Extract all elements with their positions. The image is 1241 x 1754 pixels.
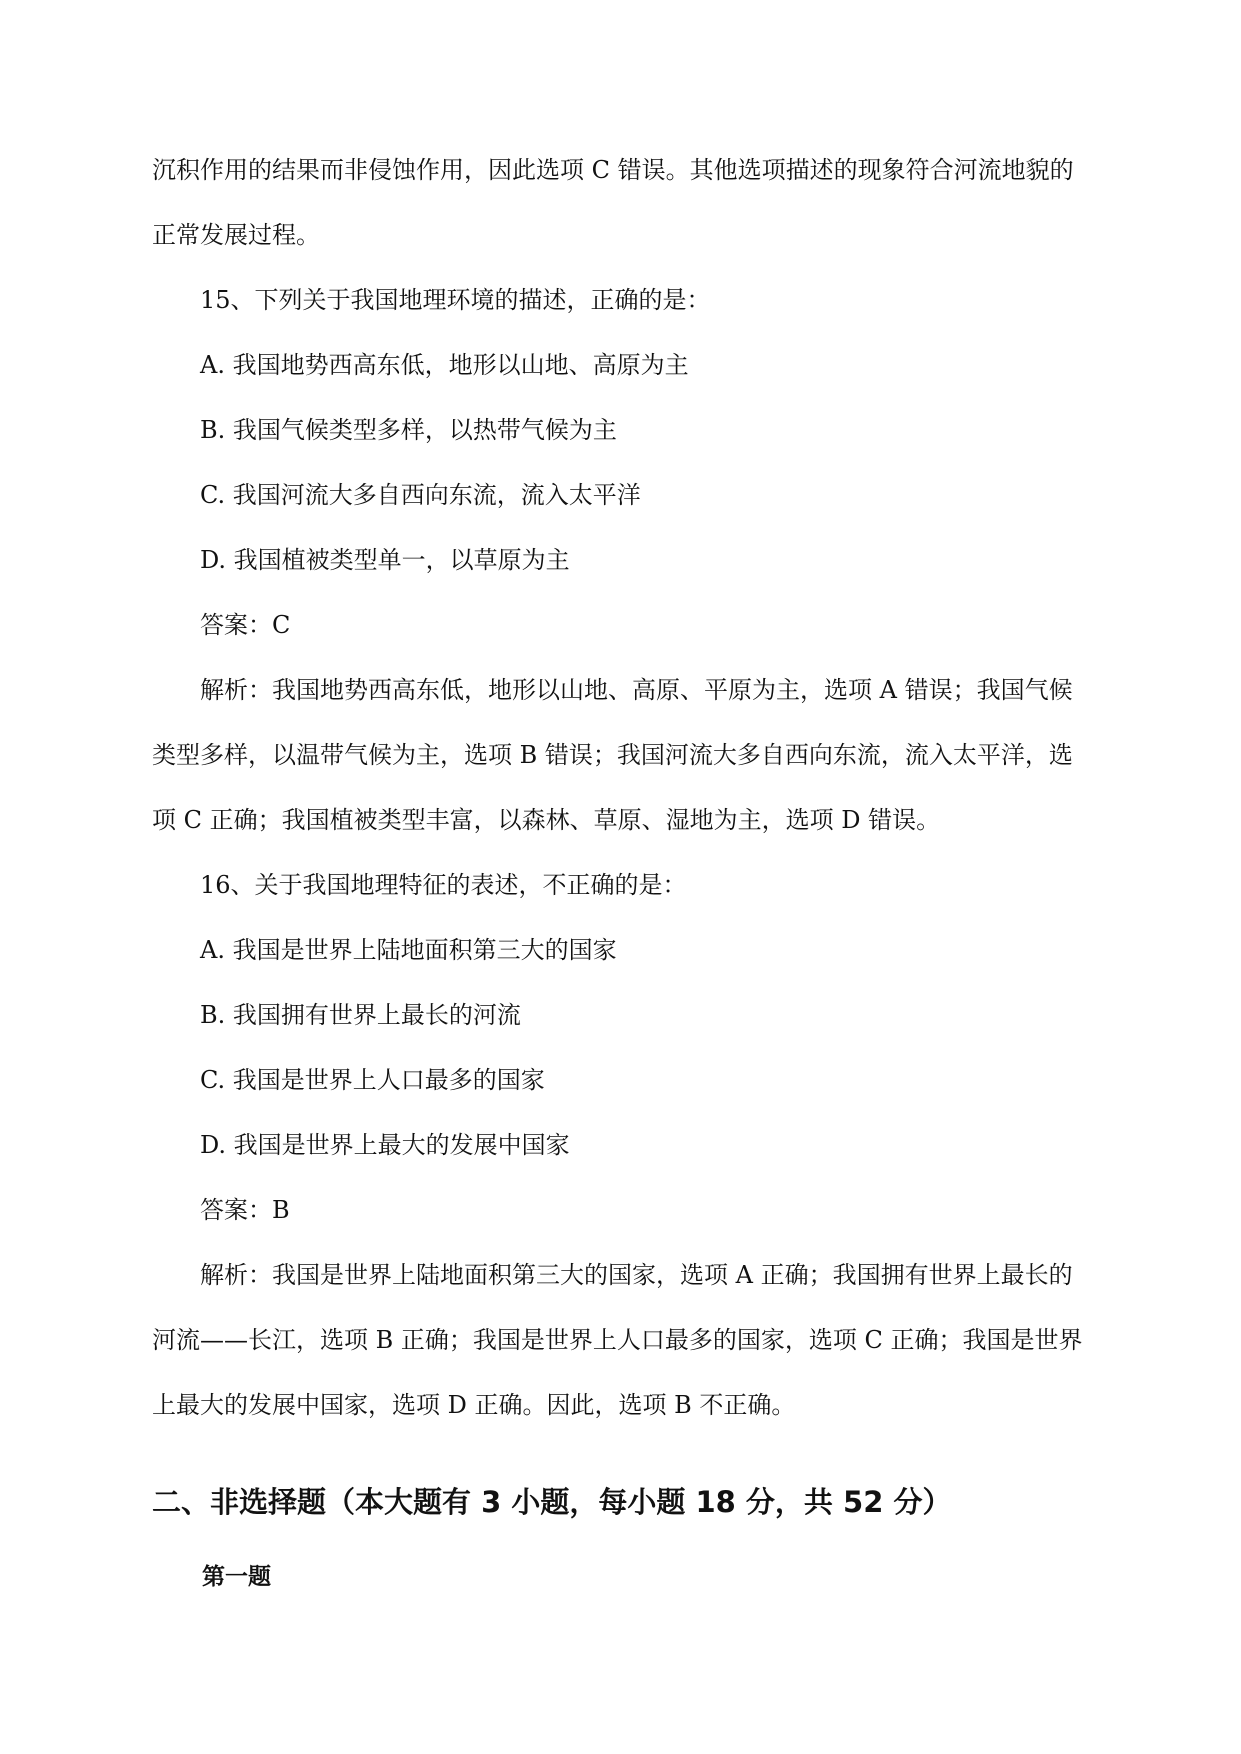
question-15-analysis-line-2: 类型多样，以温带气候为主，选项 B 错误；我国河流大多自西向东流，流入太平洋，选 <box>152 741 1073 769</box>
question-15-analysis-line-1: 解析：我国地势西高东低，地形以山地、高原、平原为主，选项 A 错误；我国气候 <box>200 676 1073 704</box>
question-15-stem: 15、下列关于我国地理环境的描述，正确的是： <box>200 286 711 314</box>
question-16-option-c: C. 我国是世界上人口最多的国家 <box>200 1066 545 1094</box>
question-15-option-c: C. 我国河流大多自西向东流，流入太平洋 <box>200 481 641 509</box>
continuation-line-1: 沉积作用的结果而非侵蚀作用，因此选项 C 错误。其他选项描述的现象符合河流地貌的 <box>152 156 1074 184</box>
question-16-option-b: B. 我国拥有世界上最长的河流 <box>200 1001 521 1029</box>
page-content <box>152 138 1092 1610</box>
question-15-analysis-line-3: 项 C 正确；我国植被类型丰富，以森林、草原、湿地为主，选项 D 错误。 <box>152 806 941 834</box>
question-16-stem: 16、关于我国地理特征的表述，不正确的是： <box>200 871 687 899</box>
continuation-line-2: 正常发展过程。 <box>152 221 320 249</box>
section-heading: 二、非选择题（本大题有 3 小题，每小题 18 分，共 52 分） <box>152 1485 952 1519</box>
question-16-option-d: D. 我国是世界上最大的发展中国家 <box>200 1131 570 1159</box>
question-15-option-a: A. 我国地势西高东低，地形以山地、高原为主 <box>200 351 689 379</box>
question-16-analysis-line-3: 上最大的发展中国家，选项 D 正确。因此，选项 B 不正确。 <box>152 1391 796 1419</box>
question-16-analysis-line-2: 河流——长江，选项 B 正确；我国是世界上人口最多的国家，选项 C 正确；我国是世界 <box>152 1326 1083 1354</box>
first-question-heading: 第一题 <box>202 1564 271 1590</box>
question-15-option-d: D. 我国植被类型单一，以草原为主 <box>200 546 570 574</box>
question-16-analysis-line-1: 解析：我国是世界上陆地面积第三大的国家，选项 A 正确；我国拥有世界上最长的 <box>200 1261 1073 1289</box>
question-16-option-a: A. 我国是世界上陆地面积第三大的国家 <box>200 936 617 964</box>
question-16-answer: 答案：B <box>200 1196 290 1224</box>
question-15-answer: 答案：C <box>200 611 291 639</box>
question-15-option-b: B. 我国气候类型多样，以热带气候为主 <box>200 416 617 444</box>
